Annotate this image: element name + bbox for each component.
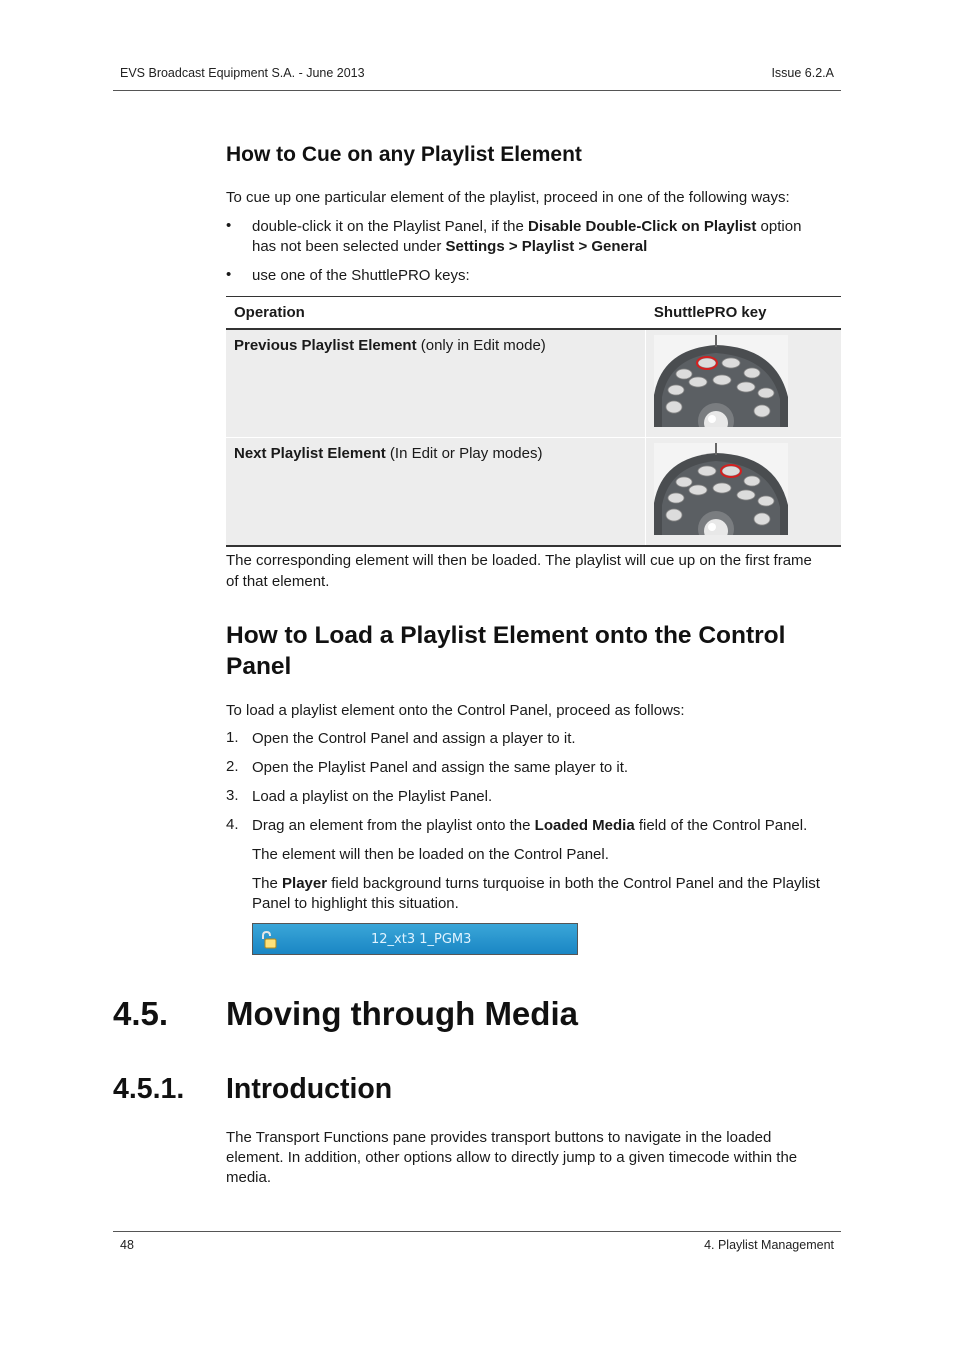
header-left: EVS Broadcast Equipment S.A. - June 2013 bbox=[120, 66, 365, 80]
step-text: Load a playlist on the Playlist Panel. bbox=[252, 788, 493, 805]
player-field-screenshot bbox=[252, 923, 578, 955]
table-row bbox=[226, 329, 841, 438]
load-note1: The element will then be loaded on the Control Panel. bbox=[252, 846, 609, 863]
text: field of the Control Panel. bbox=[634, 817, 808, 834]
operation-cell bbox=[226, 329, 646, 438]
table-header-row bbox=[226, 297, 841, 330]
text: option bbox=[756, 218, 802, 235]
title-line: Panel bbox=[226, 653, 292, 680]
step-text: Open the Playlist Panel and assign the same player to it. bbox=[252, 759, 629, 776]
settings-path: Settings > Playlist > General bbox=[445, 238, 648, 255]
bullet-marker: • bbox=[226, 217, 232, 234]
cue-after-line2: of that element. bbox=[226, 573, 330, 590]
text: field background turns turquoise in both the Control Panel and the Playlist bbox=[327, 875, 820, 892]
cue-section-title: How to Cue on any Playlist Element bbox=[226, 143, 582, 166]
cue-bullet-shuttle: use one of the ShuttlePRO keys: bbox=[252, 267, 470, 284]
title-line: How to Load a Playlist Element onto the Control bbox=[226, 622, 786, 649]
heading-451-number: 4.5.1. bbox=[113, 1073, 185, 1105]
operation-name: Next Playlist Element bbox=[234, 445, 386, 462]
operation-cell bbox=[226, 438, 646, 547]
column-header-operation: Operation bbox=[226, 297, 646, 330]
text: has not been selected under bbox=[252, 238, 446, 255]
footer-page-number: 48 bbox=[120, 1238, 134, 1252]
load-intro: To load a playlist element onto the Control Panel, proceed as follows: bbox=[226, 702, 685, 719]
cue-bullet-doubleclick bbox=[252, 217, 842, 257]
shuttlepro-table bbox=[226, 296, 841, 547]
operation-mode: (In Edit or Play modes) bbox=[385, 445, 543, 462]
text: double-click it on the Playlist Panel, if the bbox=[252, 218, 528, 235]
step-number: 3. bbox=[226, 787, 239, 804]
load-section-title bbox=[226, 620, 785, 682]
operation-mode: (only in Edit mode) bbox=[416, 337, 546, 354]
unlock-icon bbox=[259, 930, 279, 950]
step-text bbox=[252, 816, 807, 836]
option-name: Disable Double-Click on Playlist bbox=[527, 218, 757, 235]
load-note2 bbox=[252, 874, 842, 914]
key-cell bbox=[646, 329, 841, 438]
key-cell bbox=[646, 438, 841, 547]
step-text: Open the Control Panel and assign a player to it. bbox=[252, 730, 576, 747]
text: The bbox=[252, 875, 283, 892]
step-number: 1. bbox=[226, 729, 239, 746]
player-field-value: 12_xt3 1_PGM3 bbox=[371, 932, 472, 947]
cue-after-line1: The corresponding element will then be loaded. The playlist will cue up on the first frame bbox=[226, 552, 812, 569]
intro-line3: media. bbox=[226, 1169, 272, 1186]
intro-line1: The Transport Functions pane provides transport buttons to navigate in the loaded bbox=[226, 1129, 772, 1146]
field-name: Loaded Media bbox=[534, 817, 635, 834]
text: Panel to highlight this situation. bbox=[252, 895, 459, 912]
heading-45-number: 4.5. bbox=[113, 995, 169, 1032]
table-row bbox=[226, 438, 841, 547]
footer-rule bbox=[113, 1231, 841, 1232]
header-right: Issue 6.2.A bbox=[771, 66, 834, 80]
bullet-marker: • bbox=[226, 266, 232, 283]
shuttlepro-next-key-image bbox=[654, 443, 788, 535]
step-number: 4. bbox=[226, 816, 239, 833]
heading-451-title: Introduction bbox=[226, 1073, 393, 1105]
shuttlepro-previous-key-image bbox=[654, 335, 788, 427]
cue-intro: To cue up one particular element of the playlist, proceed in one of the following ways: bbox=[226, 189, 790, 206]
step-number: 2. bbox=[226, 758, 239, 775]
operation-name: Previous Playlist Element bbox=[234, 337, 417, 354]
column-header-key: ShuttlePRO key bbox=[646, 297, 841, 330]
footer-chapter: 4. Playlist Management bbox=[704, 1238, 834, 1252]
field-name: Player bbox=[282, 875, 328, 892]
intro-line2: element. In addition, other options allow to directly jump to a given timecode within the bbox=[226, 1149, 798, 1166]
header-rule bbox=[113, 90, 841, 91]
heading-45-title: Moving through Media bbox=[226, 995, 578, 1032]
text: Drag an element from the playlist onto the bbox=[252, 817, 535, 834]
